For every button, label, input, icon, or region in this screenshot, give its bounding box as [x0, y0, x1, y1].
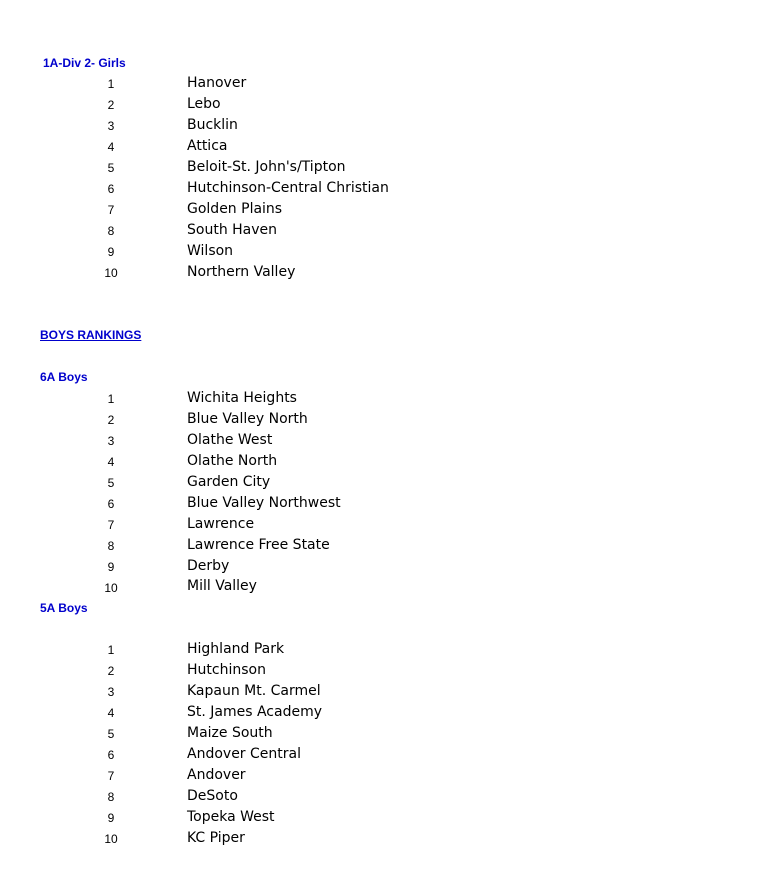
rank-number: 6	[107, 748, 115, 762]
team-name: Bucklin	[187, 117, 238, 133]
team-name: Lawrence Free State	[187, 537, 330, 553]
team-name: Golden Plains	[187, 201, 283, 217]
team-name: Olathe North	[187, 453, 278, 469]
section-title-6a-boys: 6A Boys	[40, 370, 88, 384]
rank-number: 8	[107, 539, 115, 553]
team-name: Wichita Heights	[187, 390, 297, 406]
rank-number: 1	[107, 643, 115, 657]
rank-number: 2	[107, 664, 115, 678]
team-name: Blue Valley Northwest	[187, 495, 341, 511]
rank-number: 4	[107, 706, 115, 720]
team-name: Garden City	[187, 474, 271, 490]
rank-number: 7	[107, 203, 115, 217]
rank-number: 9	[107, 811, 115, 825]
rank-number: 9	[107, 245, 115, 259]
team-name: Andover	[187, 767, 246, 783]
team-name: Beloit-St. John's/Tipton	[187, 159, 346, 175]
rank-number: 6	[107, 182, 115, 196]
rank-number: 10	[104, 832, 118, 846]
rank-number: 10	[104, 266, 118, 280]
team-name: St. James Academy	[187, 704, 323, 720]
rank-number: 3	[107, 119, 115, 133]
rank-number: 3	[107, 434, 115, 448]
team-name: South Haven	[187, 222, 278, 238]
rank-number: 2	[107, 98, 115, 112]
rank-number: 4	[107, 455, 115, 469]
rank-number: 1	[107, 392, 115, 406]
team-name: Mill Valley	[187, 578, 257, 594]
rank-number: 7	[107, 518, 115, 532]
section-title-1a-div2-girls: 1A-Div 2- Girls	[43, 56, 126, 70]
rank-number: 10	[104, 581, 118, 595]
rank-number: 9	[107, 560, 115, 574]
rank-number: 5	[107, 161, 115, 175]
team-name: Northern Valley	[187, 264, 296, 280]
team-name: Hutchinson-Central Christian	[187, 180, 389, 196]
rank-number: 8	[107, 224, 115, 238]
section-title-5a-boys: 5A Boys	[40, 601, 88, 615]
team-name: KC Piper	[187, 830, 245, 846]
rank-number: 2	[107, 413, 115, 427]
team-name: Topeka West	[187, 809, 275, 825]
team-name: Kapaun Mt. Carmel	[187, 683, 321, 699]
team-name: Highland Park	[187, 641, 285, 657]
team-name: Wilson	[187, 243, 234, 259]
rank-number: 7	[107, 769, 115, 783]
team-name: Lawrence	[187, 516, 255, 532]
rank-number: 4	[107, 140, 115, 154]
team-name: Olathe West	[187, 432, 273, 448]
team-name: Lebo	[187, 96, 221, 112]
team-name: Blue Valley North	[187, 411, 308, 427]
rank-number: 5	[107, 727, 115, 741]
boys-rankings-link[interactable]: BOYS RANKINGS	[40, 328, 142, 342]
team-name: Andover Central	[187, 746, 301, 762]
rank-number: 3	[107, 685, 115, 699]
rank-number: 6	[107, 497, 115, 511]
team-name: Hutchinson	[187, 662, 266, 678]
team-name: Maize South	[187, 725, 273, 741]
team-name: Derby	[187, 558, 230, 574]
team-name: DeSoto	[187, 788, 238, 804]
rank-number: 5	[107, 476, 115, 490]
rank-number: 8	[107, 790, 115, 804]
team-name: Hanover	[187, 75, 247, 91]
team-name: Attica	[187, 138, 228, 154]
rank-number: 1	[107, 77, 115, 91]
